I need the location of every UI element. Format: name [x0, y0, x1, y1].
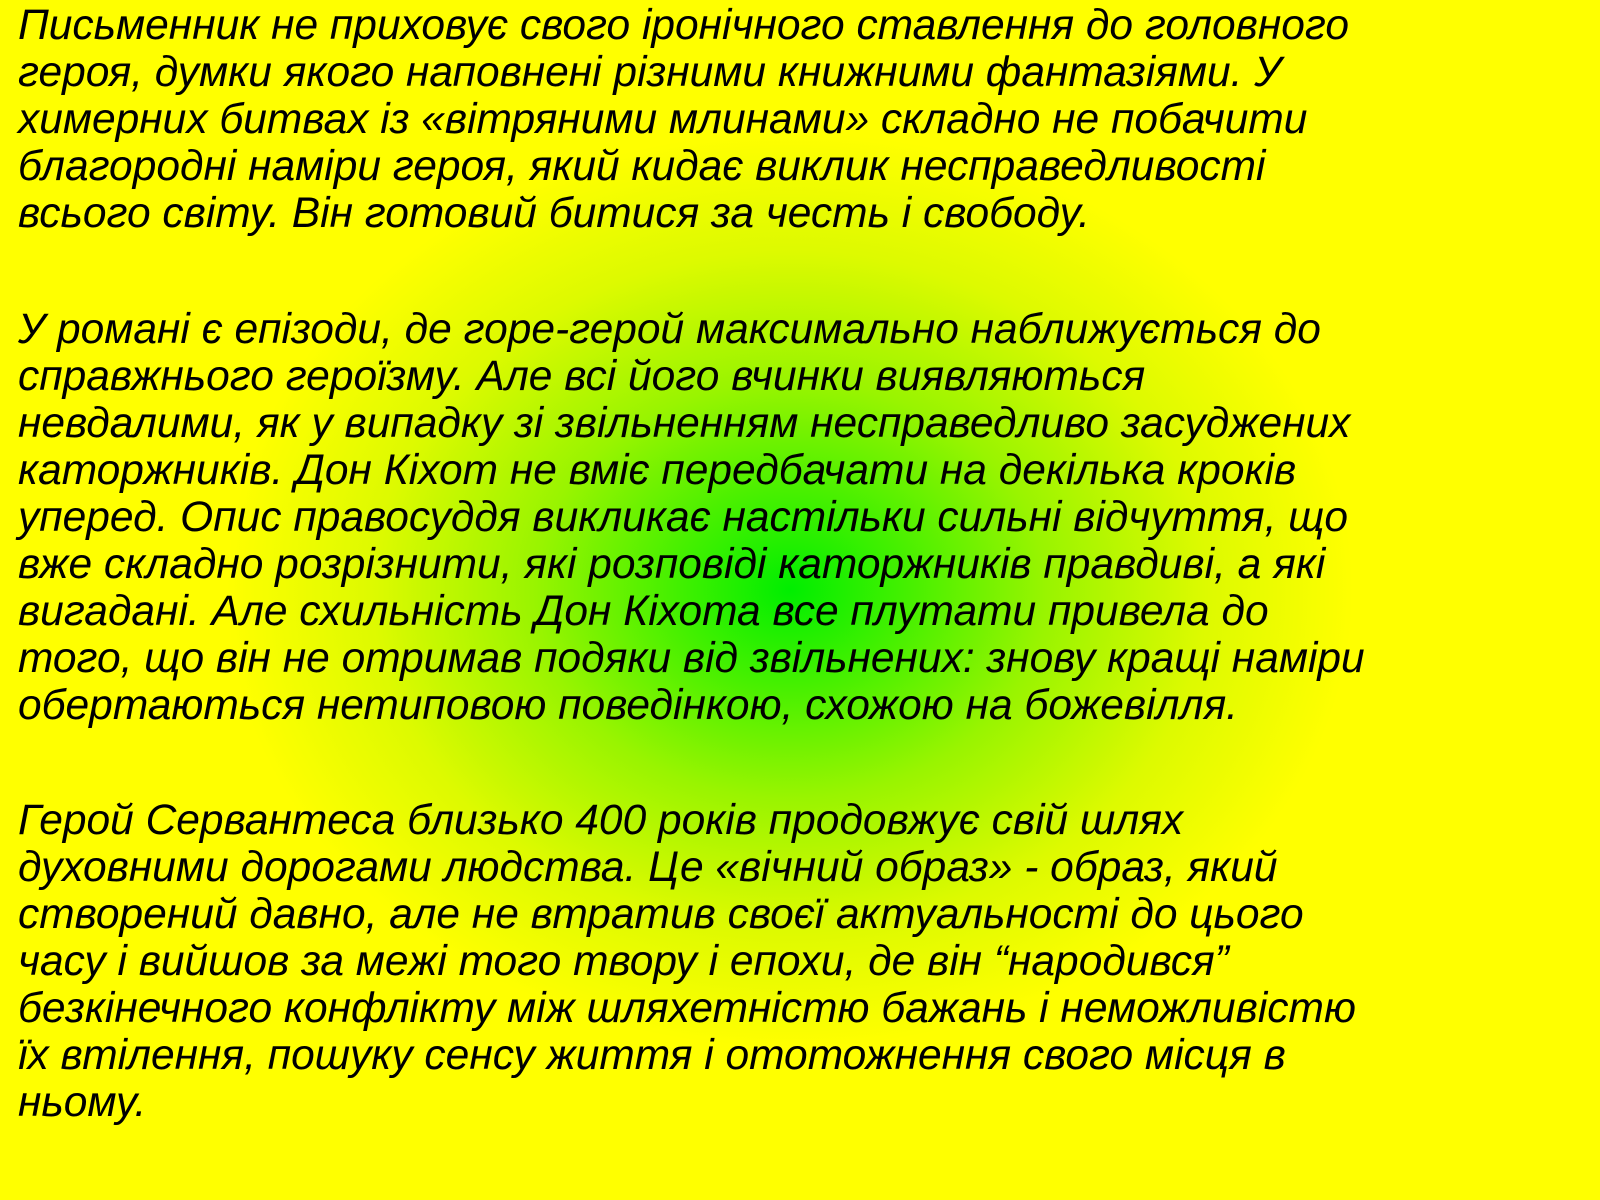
text-line: всього світу. Він готовий битися за честь і свободу. — [18, 190, 1090, 237]
text-line: ньому. — [18, 1079, 147, 1126]
text-line: безкінечного конфлікту між шляхетністю бажань і неможливістю — [18, 985, 1356, 1032]
text-line: благородні наміри героя, який кидає виклик несправедливості — [18, 143, 1266, 190]
paragraph-eternal-image — [18, 797, 1598, 1126]
text-line: вигадані. Але схильність Дон Кіхота все плутати привела до — [18, 588, 1269, 635]
text-line: створений давно, але не втратив своєї актуальності до цього — [18, 891, 1304, 938]
text-line: химерних битвах із «вітряними млинами» складно не побачити — [18, 96, 1308, 143]
text-line: У романі є епізоди, де горе-герой максимально наближується до — [18, 306, 1321, 353]
text-line: уперед. Опис правосуддя викликає настільки сильні відчуття, що — [18, 494, 1349, 541]
paragraph-episodes — [18, 306, 1598, 729]
text-line: Герой Сервантеса близько 400 років продовжує свій шлях — [18, 797, 1184, 844]
text-line: часу і вийшов за межі того твору і епохи, де він “народився” — [18, 938, 1229, 985]
text-line: героя, думки якого наповнені різними книжними фантазіями. У — [18, 49, 1282, 96]
paragraph-irony — [18, 2, 1598, 237]
text-line: їх втілення, пошуку сенсу життя і ототожнення свого місця в — [18, 1032, 1286, 1079]
text-line: вже складно розрізнити, які розповіді каторжників правдиві, а які — [18, 541, 1326, 588]
text-line: духовними дорогами людства. Це «вічний образ» - образ, який — [18, 844, 1278, 891]
text-line: справжнього героїзму. Але всі його вчинки виявляються — [18, 353, 1146, 400]
text-line: невдалими, як у випадку зі звільненням несправедливо засуджених — [18, 400, 1351, 447]
text-line: обертаються нетиповою поведінкою, схожою на божевілля. — [18, 682, 1238, 729]
text-line: Письменник не приховує свого іронічного ставлення до головного — [18, 2, 1349, 49]
text-line: каторжників. Дон Кіхот не вміє передбачати на декілька кроків — [18, 447, 1297, 494]
text-line: того, що він не отримав подяки від звільнених: знову кращі наміри — [18, 635, 1365, 682]
